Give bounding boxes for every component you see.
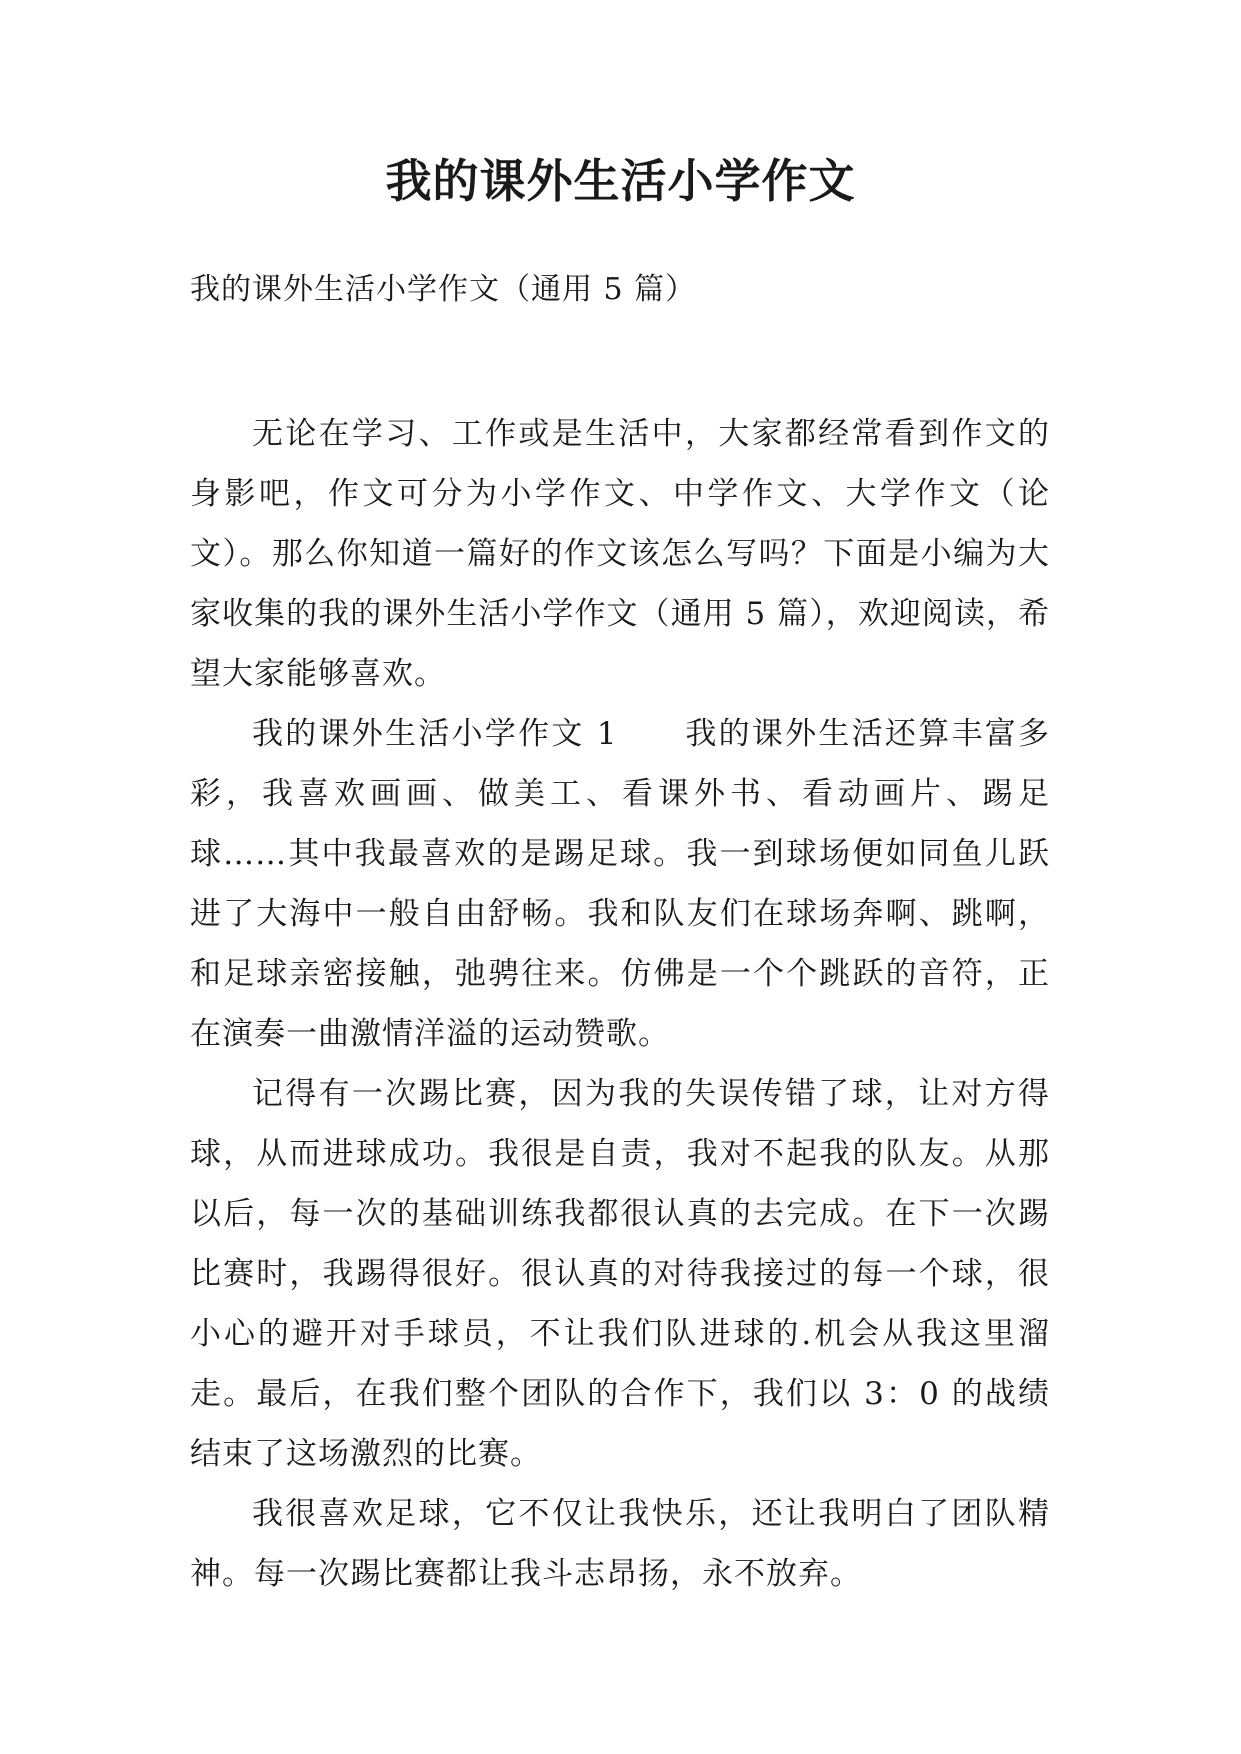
paragraph-intro: 无论在学习、工作或是生活中，大家都经常看到作文的身影吧，作文可分为小学作文、中学作文、大学作文（论文）。那么你知道一篇好的作文该怎么写吗？下面是小编为大家收集的我的课外生活小学作文（通用 5 篇），欢迎阅读，希望大家能够喜欢。 — [190, 416, 1050, 692]
document-subtitle: 我的课外生活小学作文（通用 5 篇） — [190, 272, 697, 307]
document-title: 我的课外生活小学作文 — [385, 154, 856, 208]
paragraph-essay-1: 我的课外生活小学作文 1 我的课外生活还算丰富多彩，我喜欢画画、做美工、看课外书、看动画片、踢足球……其中我最喜欢的是踢足球。我一到球场便如同鱼儿跃进了大海中一般自由舒畅。我和队友们在球场奔啊、跳啊，和足球亲密接触，弛骋往来。仿佛是一个个跳跃的音符，正在演奏一曲激情洋溢的运动赞歌。 — [190, 716, 1050, 1052]
document-body — [190, 404, 1050, 1604]
paragraph-match-story: 记得有一次踢比赛，因为我的失误传错了球，让对方得球，从而进球成功。我很是自责，我对不起我的队友。从那以后，每一次的基础训练我都很认真的去完成。在下一次踢比赛时，我踢得很好。很认真的对待我接过的每一个球，很小心的避开对手球员，不让我们队进球的.机会从我这里溜走。最后，在我们整个团队的合作下，我们以 3：0 的战绩结束了这场激烈的比赛。 — [190, 1076, 1050, 1472]
paragraph-conclusion: 我很喜欢足球，它不仅让我快乐，还让我明白了团队精神。每一次踢比赛都让我斗志昂扬，永不放弃。 — [190, 1496, 1050, 1592]
